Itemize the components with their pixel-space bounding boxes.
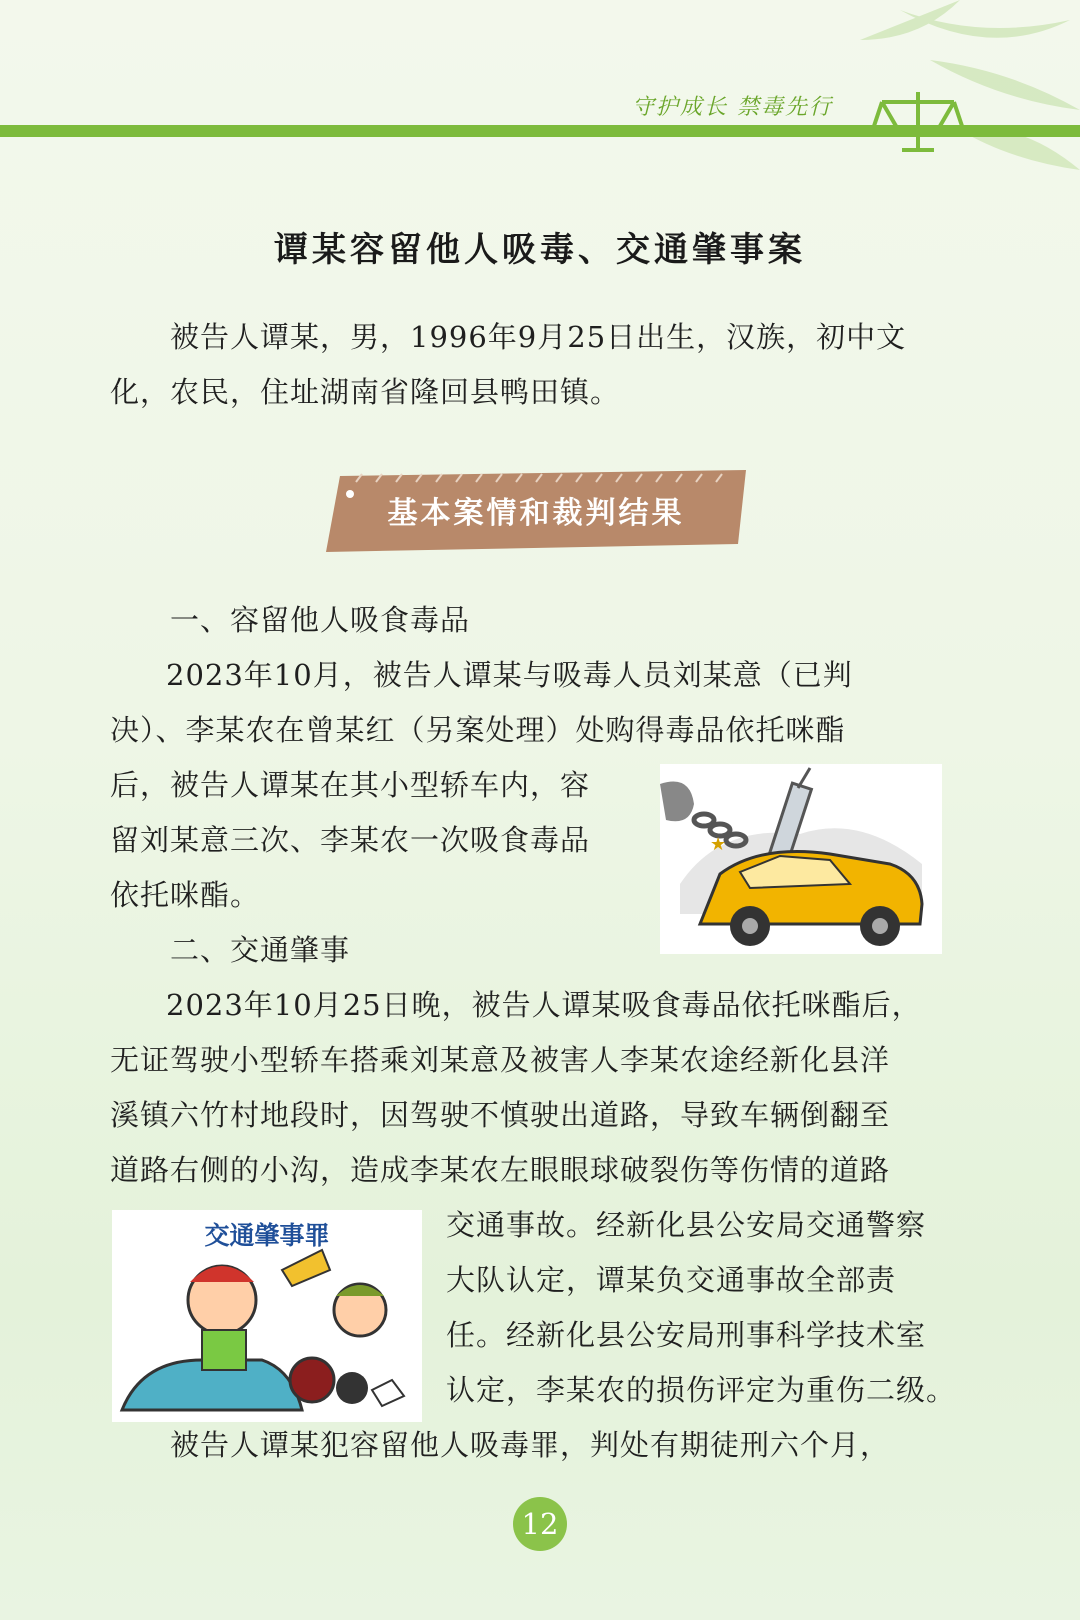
paragraph-line: 大队认定，谭某负交通事故全部责: [446, 1263, 897, 1297]
paragraph-line: 认定，李某农的损伤评定为重伤二级。: [446, 1373, 957, 1407]
paragraph-line: 依托咪酯。: [110, 878, 261, 912]
paragraph-line: 留刘某意三次、李某农一次吸食毒品: [110, 823, 591, 857]
paragraph-line: 2023年10月，被告人谭某与吸毒人员刘某意（已判: [166, 658, 853, 692]
crime-label: 交通肇事罪: [204, 1221, 330, 1250]
paragraph-line: 溪镇六竹村地段时，因驾驶不慎驶出道路，导致车辆倒翻至: [110, 1098, 891, 1132]
drug-driving-illustration: [660, 764, 942, 954]
paragraph-line: 后，被告人谭某在其小型轿车内，容: [110, 768, 591, 802]
scale-of-justice-icon: [868, 86, 968, 156]
page-title: 谭某容留他人吸毒、交通肇事案: [274, 230, 806, 270]
intro-line: 被告人谭某，男，1996年9月25日出生，汉族，初中文: [170, 320, 907, 354]
paragraph-line: 2023年10月25日晚，被告人谭某吸食毒品依托咪酯后，: [166, 988, 922, 1022]
paragraph-line: 道路右侧的小沟，造成李某农左眼眼球破裂伤等伤情的道路: [110, 1153, 891, 1187]
header-divider: [0, 125, 1080, 137]
section-heading: 二、交通肇事: [170, 933, 351, 967]
svg-text:★: ★: [710, 834, 727, 855]
paragraph-line: 交通事故。经新化县公安局交通警察: [446, 1208, 927, 1242]
page-number: 12: [513, 1497, 567, 1551]
paragraph-line: 无证驾驶小型轿车搭乘刘某意及被害人李某农途经新化县洋: [110, 1043, 891, 1077]
intro-line: 化，农民，住址湖南省隆回县鸭田镇。: [110, 375, 621, 409]
section-heading: 一、容留他人吸食毒品: [170, 603, 471, 637]
paragraph-line: 任。经新化县公安局刑事科学技术室: [446, 1318, 927, 1352]
paragraph-line: 被告人谭某犯容留他人吸毒罪，判处有期徒刑六个月，: [170, 1428, 891, 1462]
paragraph-line: 决）、李某农在曾某红（另案处理）处购得毒品依托咪酯: [110, 713, 846, 747]
section-banner-label: 基本案情和裁判结果: [387, 496, 685, 531]
header-slogan: 守护成长 禁毒先行: [632, 95, 833, 120]
